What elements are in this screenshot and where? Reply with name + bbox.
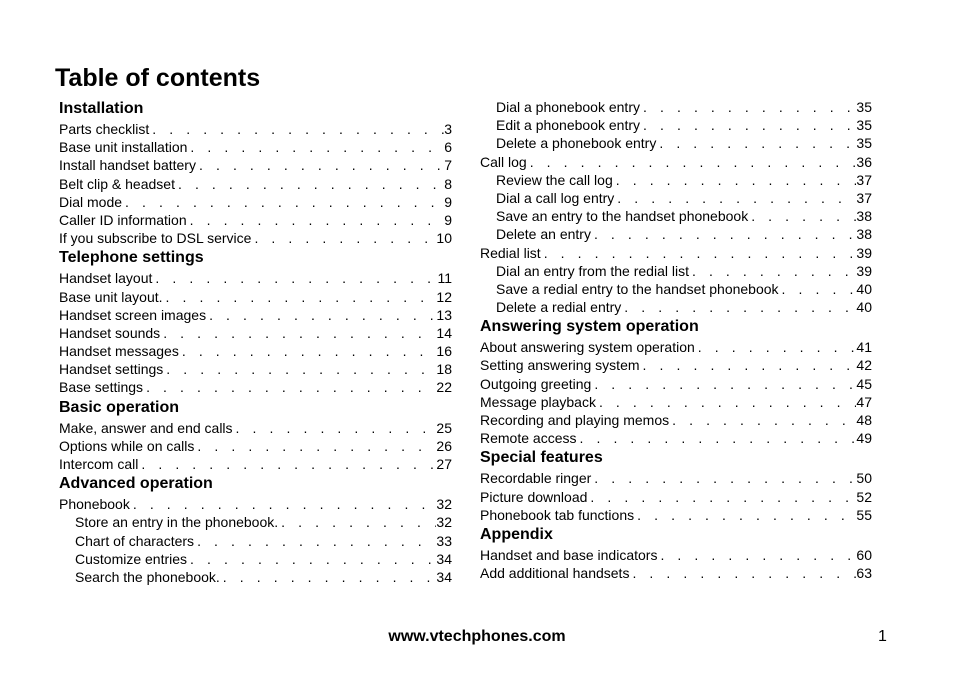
toc-entry-label: Caller ID information — [59, 211, 187, 228]
toc-entry[interactable] — [480, 488, 872, 506]
toc-entry[interactable] — [59, 156, 452, 174]
toc-entry-page: 12 — [436, 288, 452, 305]
toc-entry-label: Belt clip & headset — [59, 175, 175, 192]
toc-entry[interactable] — [59, 269, 452, 287]
toc-entry-label: Message playback — [480, 393, 596, 410]
toc-entry[interactable] — [480, 375, 872, 393]
toc-entry-label: Save an entry to the handset phonebook — [496, 208, 749, 225]
dot-leader — [621, 298, 856, 316]
dot-leader — [689, 262, 856, 280]
toc-entry-label: Dial a call log entry — [496, 189, 615, 206]
section-heading: Special features — [480, 449, 603, 467]
toc-entry-label: Intercom call — [59, 456, 139, 472]
dot-leader — [657, 546, 856, 564]
toc-entry-page: 63 — [856, 565, 872, 582]
toc-entry-page: 50 — [856, 470, 872, 487]
toc-subentry[interactable] — [480, 171, 872, 189]
dot-leader — [187, 138, 444, 156]
toc-entry-label: Handset screen images — [59, 306, 207, 323]
dot-leader — [138, 455, 436, 473]
toc-entry[interactable] — [59, 342, 452, 360]
dot-leader — [163, 360, 436, 378]
dot-leader — [251, 229, 436, 247]
dot-leader — [206, 306, 436, 324]
toc-subentry[interactable] — [59, 532, 452, 550]
toc-entry-page: 3 — [444, 121, 452, 137]
page-number: 1 — [878, 628, 887, 645]
toc-entry[interactable] — [480, 469, 872, 487]
dot-leader — [179, 342, 437, 360]
toc-entry-label: Picture download — [480, 488, 588, 505]
toc-entry-page: 39 — [856, 262, 872, 279]
toc-entry-page: 26 — [436, 437, 452, 454]
toc-entry[interactable] — [480, 393, 872, 411]
toc-entry[interactable] — [480, 564, 872, 582]
toc-entry-label: Search the phonebook. — [75, 568, 220, 585]
toc-entry-label: Customize entries — [75, 550, 188, 567]
toc-entry[interactable] — [59, 306, 452, 324]
dot-leader — [640, 116, 856, 134]
toc-entry-page: 10 — [436, 230, 452, 247]
toc-entry-label: Dial mode — [59, 193, 123, 210]
dot-leader — [640, 356, 857, 374]
toc-entry-page: 25 — [436, 419, 452, 436]
dot-leader — [596, 393, 856, 411]
dot-leader — [591, 469, 856, 487]
dot-leader — [149, 120, 444, 138]
footer-url[interactable]: www.vtechphones.com — [388, 628, 566, 645]
toc-entry-label: Delete a redial entry — [496, 299, 622, 316]
toc-entry[interactable] — [59, 288, 452, 306]
toc-entry-label: Chart of characters — [75, 532, 195, 549]
dot-leader — [160, 324, 436, 342]
toc-entry-page: 13 — [436, 306, 452, 323]
toc-subentry[interactable] — [480, 116, 872, 134]
toc-entry[interactable] — [59, 437, 452, 455]
toc-entry-page: 9 — [444, 211, 452, 228]
toc-subentry[interactable] — [480, 189, 872, 207]
toc-entry[interactable] — [59, 324, 452, 342]
toc-entry-page: 8 — [444, 175, 452, 192]
dot-leader — [152, 269, 437, 287]
toc-entry-page: 11 — [437, 270, 452, 287]
dot-leader — [669, 411, 856, 429]
toc-entry[interactable] — [59, 175, 452, 193]
toc-entry-label: Install handset battery — [59, 157, 196, 174]
toc-entry-label: Setting answering system — [480, 357, 640, 374]
dot-leader — [278, 513, 436, 531]
toc-column-left — [59, 98, 452, 586]
dot-leader — [187, 550, 436, 568]
toc-entry-page: 37 — [856, 189, 872, 206]
section-heading: Appendix — [480, 525, 553, 543]
toc-entry-label: Phonebook tab functions — [480, 506, 635, 523]
toc-entry-label: Add additional handsets — [480, 565, 630, 582]
dot-leader — [695, 338, 857, 356]
toc-entry-label: About answering system operation — [480, 339, 695, 356]
toc-entry-label: Recordable ringer — [480, 470, 592, 487]
toc-subentry[interactable] — [480, 134, 872, 152]
dot-leader — [196, 156, 444, 174]
toc-subentry[interactable] — [480, 262, 872, 280]
page-title: Table of contents — [55, 64, 261, 92]
toc-entry[interactable] — [480, 429, 872, 447]
toc-entry-label: Handset layout — [59, 270, 153, 287]
toc-entry-label: Handset and base indicators — [480, 546, 658, 563]
toc-entry-label: If you subscribe to DSL service — [59, 230, 252, 247]
toc-entry-label: Dial a phonebook entry — [496, 99, 640, 115]
toc-entry-page: 9 — [444, 193, 452, 210]
toc-entry-page: 41 — [856, 339, 872, 356]
dot-leader — [629, 564, 856, 582]
toc-entry[interactable] — [59, 229, 452, 247]
dot-leader — [122, 193, 444, 211]
toc-entry-page: 37 — [856, 171, 872, 188]
section-heading: Answering system operation — [480, 318, 699, 336]
toc-entry-page: 22 — [436, 379, 452, 396]
toc-entry[interactable] — [480, 506, 872, 524]
dot-leader — [194, 437, 436, 455]
section-heading: Basic operation — [59, 398, 180, 416]
toc-entry-label: Handset messages — [59, 343, 179, 360]
toc-entry-page: 18 — [436, 361, 452, 378]
section-heading: Telephone settings — [59, 249, 204, 267]
toc-subentry[interactable] — [59, 550, 452, 568]
toc-entry-label: Edit a phonebook entry — [496, 117, 640, 134]
dot-leader — [748, 207, 856, 225]
toc-entry-label: Recording and playing memos — [480, 412, 670, 428]
toc-entry-page: 47 — [856, 393, 872, 410]
dot-leader — [143, 378, 436, 396]
toc-entry-label: Base unit installation — [59, 139, 188, 156]
toc-entry-label: Base unit layout. — [59, 288, 163, 305]
toc-entry-label: Dial an entry from the redial list — [496, 262, 689, 279]
toc-entry-page: 42 — [856, 357, 872, 374]
dot-leader — [640, 98, 856, 116]
toc-subentry[interactable] — [480, 98, 872, 116]
toc-entry-label: Handset settings — [59, 361, 164, 378]
toc-subentry[interactable] — [480, 298, 872, 316]
toc-entry-page: 35 — [856, 135, 872, 152]
toc-entry-page: 60 — [856, 546, 872, 563]
toc-column-right — [480, 98, 872, 582]
toc-entry[interactable] — [480, 244, 872, 262]
toc-entry-page: 38 — [856, 226, 872, 243]
dot-leader — [194, 532, 436, 550]
toc-entry-label: Make, answer and end calls — [59, 419, 233, 436]
toc-entry-page: 7 — [444, 157, 452, 174]
toc-entry-label: Review the call log — [496, 171, 613, 188]
toc-entry-page: 38 — [856, 208, 872, 225]
toc-entry-label: Parts checklist — [59, 121, 150, 137]
toc-entry-label: Store an entry in the phonebook. — [75, 514, 279, 531]
toc-entry-label: Redial list — [480, 244, 541, 261]
toc-entry-page: 27 — [436, 456, 452, 472]
toc-entry-label: Save a redial entry to the handset phonebook — [496, 280, 779, 297]
dot-leader — [175, 175, 444, 193]
toc-entry-page: 52 — [856, 488, 872, 505]
toc-subentry[interactable] — [480, 280, 872, 298]
toc-entry-page: 6 — [444, 139, 452, 156]
dot-leader — [130, 495, 437, 513]
toc-entry-label: Delete a phonebook entry — [496, 135, 657, 152]
dot-leader — [634, 506, 856, 524]
toc-entry[interactable] — [59, 495, 452, 513]
toc-entry[interactable] — [59, 360, 452, 378]
toc-entry[interactable] — [480, 356, 872, 374]
dot-leader — [656, 134, 856, 152]
toc-entry-page: 39 — [856, 244, 872, 261]
toc-entry-page: 48 — [856, 412, 872, 428]
toc-entry[interactable] — [480, 411, 872, 429]
section-heading: Advanced operation — [59, 475, 213, 493]
toc-entry-page: 40 — [856, 299, 872, 316]
dot-leader — [527, 153, 857, 171]
section-heading: Installation — [59, 100, 144, 117]
toc-entry-page: 45 — [856, 375, 872, 392]
dot-leader — [220, 568, 437, 586]
toc-entry-page: 36 — [856, 153, 872, 170]
toc-entry[interactable] — [59, 120, 452, 138]
toc-subentry[interactable] — [59, 513, 452, 531]
toc-entry-page: 49 — [856, 430, 872, 447]
toc-entry-label: Call log — [480, 153, 527, 170]
toc-entry[interactable] — [59, 378, 452, 396]
dot-leader — [591, 225, 856, 243]
toc-entry-page: 40 — [856, 280, 872, 297]
toc-entry-label: Remote access — [480, 430, 577, 447]
toc-entry-page: 35 — [856, 117, 872, 134]
dot-leader — [576, 429, 856, 447]
dot-leader — [779, 280, 857, 298]
dot-leader — [163, 288, 437, 306]
dot-leader — [587, 488, 856, 506]
toc-entry-page: 55 — [856, 506, 872, 523]
toc-entry-page: 34 — [436, 550, 452, 567]
toc-entry-label: Phonebook — [59, 496, 130, 513]
dot-leader — [613, 171, 857, 189]
toc-entry[interactable] — [59, 193, 452, 211]
toc-entry-page: 35 — [856, 99, 872, 115]
toc-entry[interactable] — [59, 138, 452, 156]
toc-entry-label: Delete an entry — [496, 226, 591, 243]
dot-leader — [187, 211, 445, 229]
toc-entry-page: 33 — [436, 532, 452, 549]
toc-entry-page: 32 — [436, 496, 452, 513]
toc-entry[interactable] — [480, 153, 872, 171]
toc-entry-page: 14 — [436, 324, 452, 341]
toc-entry-page: 34 — [436, 568, 452, 585]
toc-entry-page: 32 — [436, 514, 452, 531]
toc-subentry[interactable] — [480, 225, 872, 243]
dot-leader — [591, 375, 856, 393]
toc-entry[interactable] — [59, 419, 452, 437]
toc-entry-page: 16 — [436, 343, 452, 360]
toc-subentry[interactable] — [480, 207, 872, 225]
toc-subentry[interactable] — [59, 568, 452, 586]
dot-leader — [614, 189, 856, 207]
toc-entry-label: Base settings — [59, 379, 144, 396]
toc-entry[interactable] — [480, 546, 872, 564]
toc-entry-label: Options while on calls — [59, 437, 195, 454]
dot-leader — [233, 419, 437, 437]
toc-entry[interactable] — [59, 211, 452, 229]
dot-leader — [541, 244, 857, 262]
toc-entry[interactable] — [59, 455, 452, 473]
toc-entry-label: Handset sounds — [59, 324, 161, 341]
toc-entry[interactable] — [480, 338, 872, 356]
toc-entry-label: Outgoing greeting — [480, 375, 592, 392]
